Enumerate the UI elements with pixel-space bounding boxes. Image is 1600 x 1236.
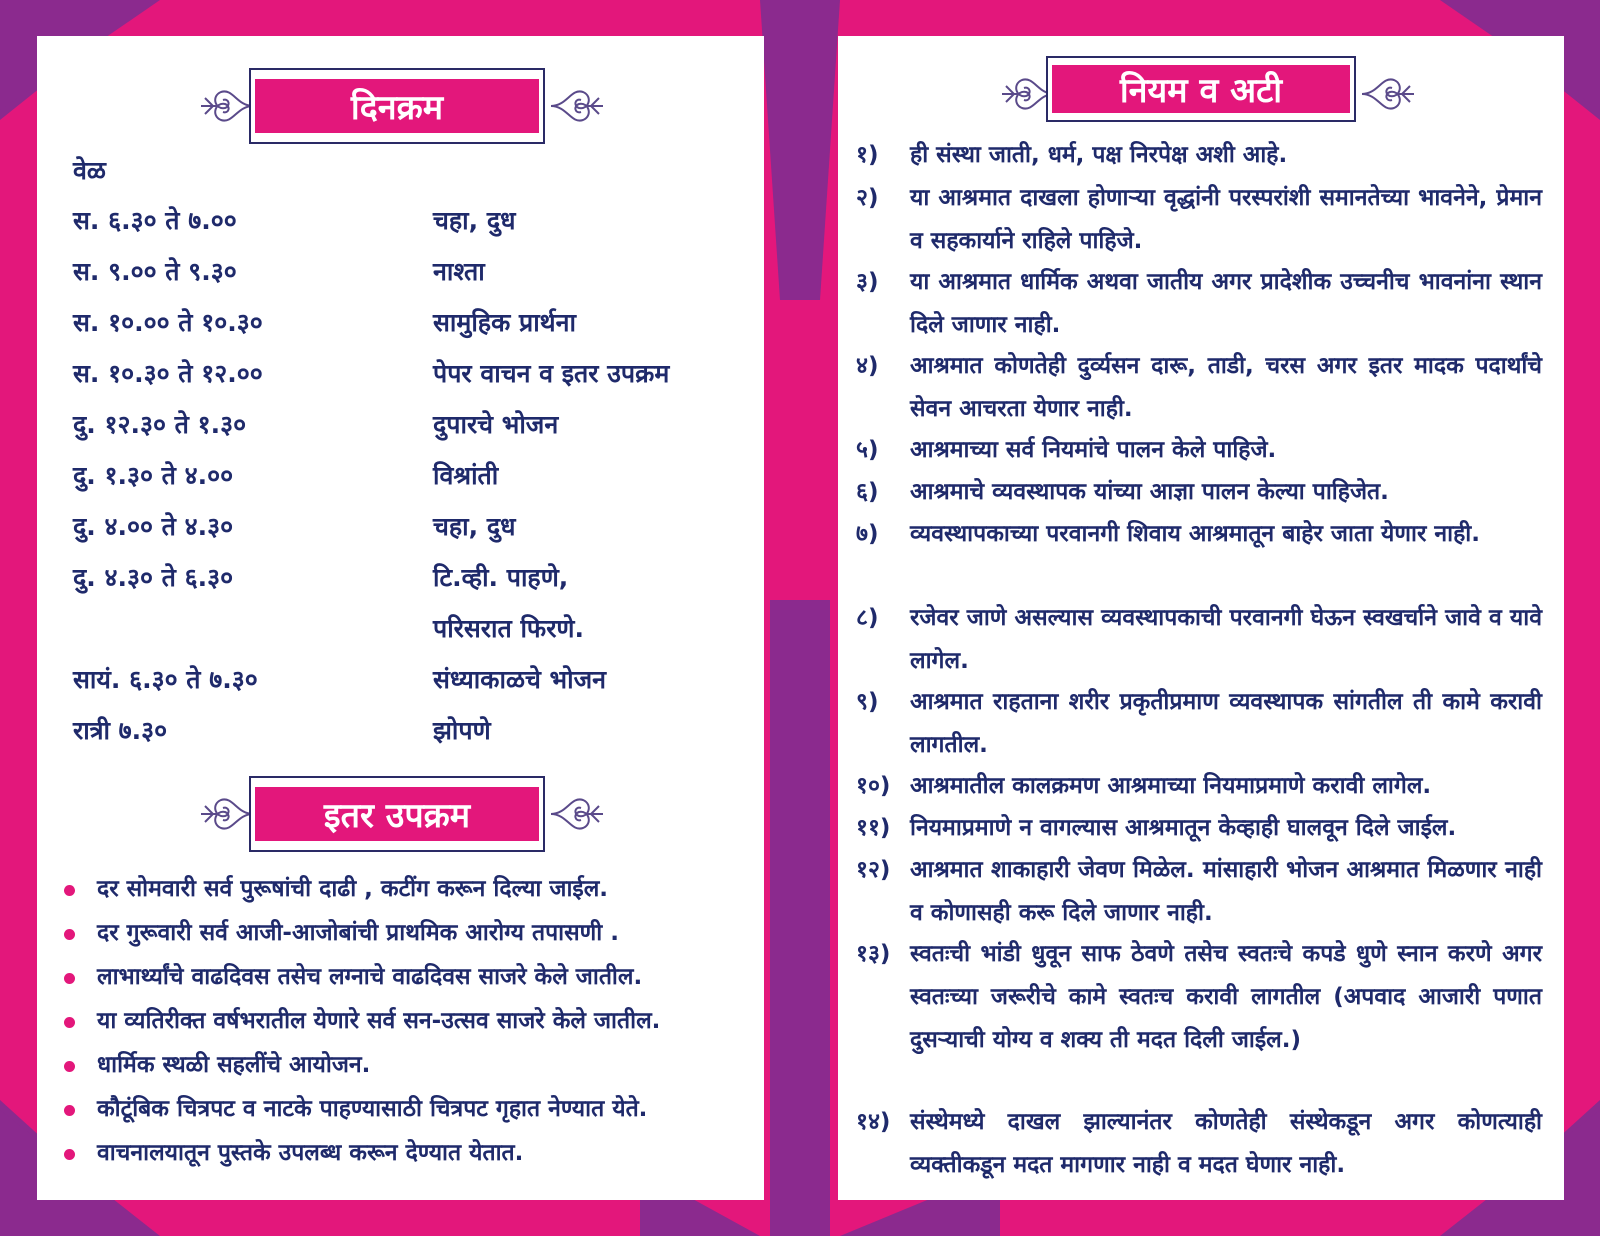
bullet-icon	[64, 1017, 75, 1028]
list-item: दर गुरूवारी सर्व आजी-आजोबांची प्राथमिक आरोग्य तपासणी .	[37, 916, 764, 950]
bullet-icon	[64, 973, 75, 984]
time-header: वेळ	[73, 156, 106, 185]
list-item: लाभार्थ्यांचे वाढदिवस तसेच लग्नाचे वाढदिवस साजरे केले जातील.	[37, 960, 764, 994]
other-activities-heading	[197, 776, 637, 852]
bullet-icon	[64, 885, 75, 896]
bullet-icon	[64, 1061, 75, 1072]
rules-title: नियम व अटी	[1052, 65, 1350, 113]
schedule-title: दिनक्रम	[255, 79, 539, 133]
list-item: दर सोमवारी सर्व पुरूषांची दाढी , कटींग करून दिल्या जाईल.	[37, 872, 764, 906]
list-item: वाचनालयातून पुस्तके उपलब्ध करून देण्यात येतात.	[37, 1136, 764, 1170]
list-item: या व्यतिरीक्त वर्षभरातील येणारे सर्व सन-उत्सव साजरे केले जातील.	[37, 1004, 764, 1038]
schedule-heading	[197, 68, 637, 144]
other-activities-title: इतर उपक्रम	[255, 787, 539, 841]
bullet-icon	[64, 1149, 75, 1160]
left-flourish-icon	[197, 68, 255, 144]
left-flourish-icon	[197, 776, 255, 852]
rules-panel: नियम व अटी १) ही संस्था जाती, धर्म, पक्ष निरपेक्ष अशी आहे. २) या आश्रमात दाखला होणाऱ्या वृद्धांनी परस्परांशी समानतेच्या भावनेने, प्रेमान व सहकार्याने राहिले पाहिजे. ३) या आश्रमात धार्मिक अथवा जातीय अगर प्रादेशीक उच्चनीच भावनांना स्थान दिले जाणार नाही. ४) आश्रमात कोणतेही दुर्व्यसन दारू, ताडी, चरस अगर इतर मादक पदार्थांचे सेवन आचरता येणार नाही. ५) आश्रमाच्या सर्व नियमांचे पालन केले पाहिजे. ६) आश्रमाचे व्यवस्थापक यांच्या आज्ञा पालन केल्या पाहिजेत. ७) व्यवस्थापकाच्या परवानगी शिवाय आश्रमातून बाहेर जाता येणार नाही. ८) रजेवर जाणे असल्यास व्यवस्थापकाची परवानगी घेऊन स्वखर्चाने जावे व यावे लागेल. ९) आश्रमात राहताना शरीर प्रकृतीप्रमाण व्यवस्थापक सांगतील ती कामे करावी लागतील. १०) आश्रमातील कालक्रमण आश्रमाच्या नियमाप्रमाणे करावी लागेल. ११) नियमाप्रमाणे न वागल्यास आश्रमातून केव्हाही घालवून दिले जाईल. १२) आश्रमात शाकाहारी जेवण मिळेल. मांसाहारी भोजन आश्रमात मिळणार नाही व कोणासही करू दिले जाणार नाही. १३) स्वतःची भांडी धुवून साफ ठेवणे तसेच स्वतःचे कपडे धुणे स्नान करणे अगर स्वतःच्या जरूरीचे कामे स्वतःच करावी लागतील (अपवाद आजारी पणात दुसऱ्याची योग्य व शक्य ती मदत दिली जाईल.) १४) संस्थेमध्ये दाखल झाल्यानंतर कोणतेही संस्थेकडून अगर कोणत्याही व्यक्तीकडून मदत मागणार नाही व मदत घेणार नाही.	[838, 36, 1564, 1200]
list-item: कौटूंबिक चित्रपट व नाटके पाहण्यासाठी चित्रपट गृहात नेण्यात येते.	[37, 1092, 764, 1126]
right-flourish-icon	[549, 68, 607, 144]
schedule-panel: दिनक्रम वेळ स. ६.३० ते ७.०० चहा, दुध स. ९.०० ते ९.३० नाश्ता स. १०.०० ते १०.३० सामुहिक प्रार्थना स. १०.३० ते १२.०० पेपर वाचन व इतर उपक्रम दु. १२.३० ते १.३० दुपारचे भोजन दु. १.३० ते ४.०० विश्रांती दु. ४.०० ते ४.३० चहा, दुध दु. ४.३० ते ६.३० टि.व्ही. पाहणे, परिसरात फिरणे. सायं. ६.३० ते ७.३० संध्याकाळचे भोजन रात्री ७.३० झोपणे इतर उपक्रम दर सोमवारी सर्व पुरूषांची दाढी , कटींग करून दिल्या जाईल. दर गुरूवारी सर्व आजी-आजोबांची प्राथमिक आरोग्य तपासणी . लाभार्थ्यांचे वाढदिवस तसेच लग्नाचे वाढदिवस साजरे केले जातील. या व्यतिरीक्त वर्षभरातील येणारे सर्व सन-उत्सव साजरे केले जातील. धार्मिक स्थळी सहलींचे आयोजन. कौटूंबिक चित्रपट व नाटके पाहण्यासाठी चित्रपट गृहात नेण्यात येते. वाचनालयातून पुस्तके उपलब्ध करून देण्यात येतात.	[37, 36, 764, 1200]
rules-heading	[998, 56, 1418, 132]
bullet-icon	[64, 929, 75, 940]
list-item: धार्मिक स्थळी सहलींचे आयोजन.	[37, 1048, 764, 1082]
right-flourish-icon	[549, 776, 607, 852]
bullet-icon	[64, 1105, 75, 1116]
right-flourish-icon	[1360, 56, 1418, 132]
